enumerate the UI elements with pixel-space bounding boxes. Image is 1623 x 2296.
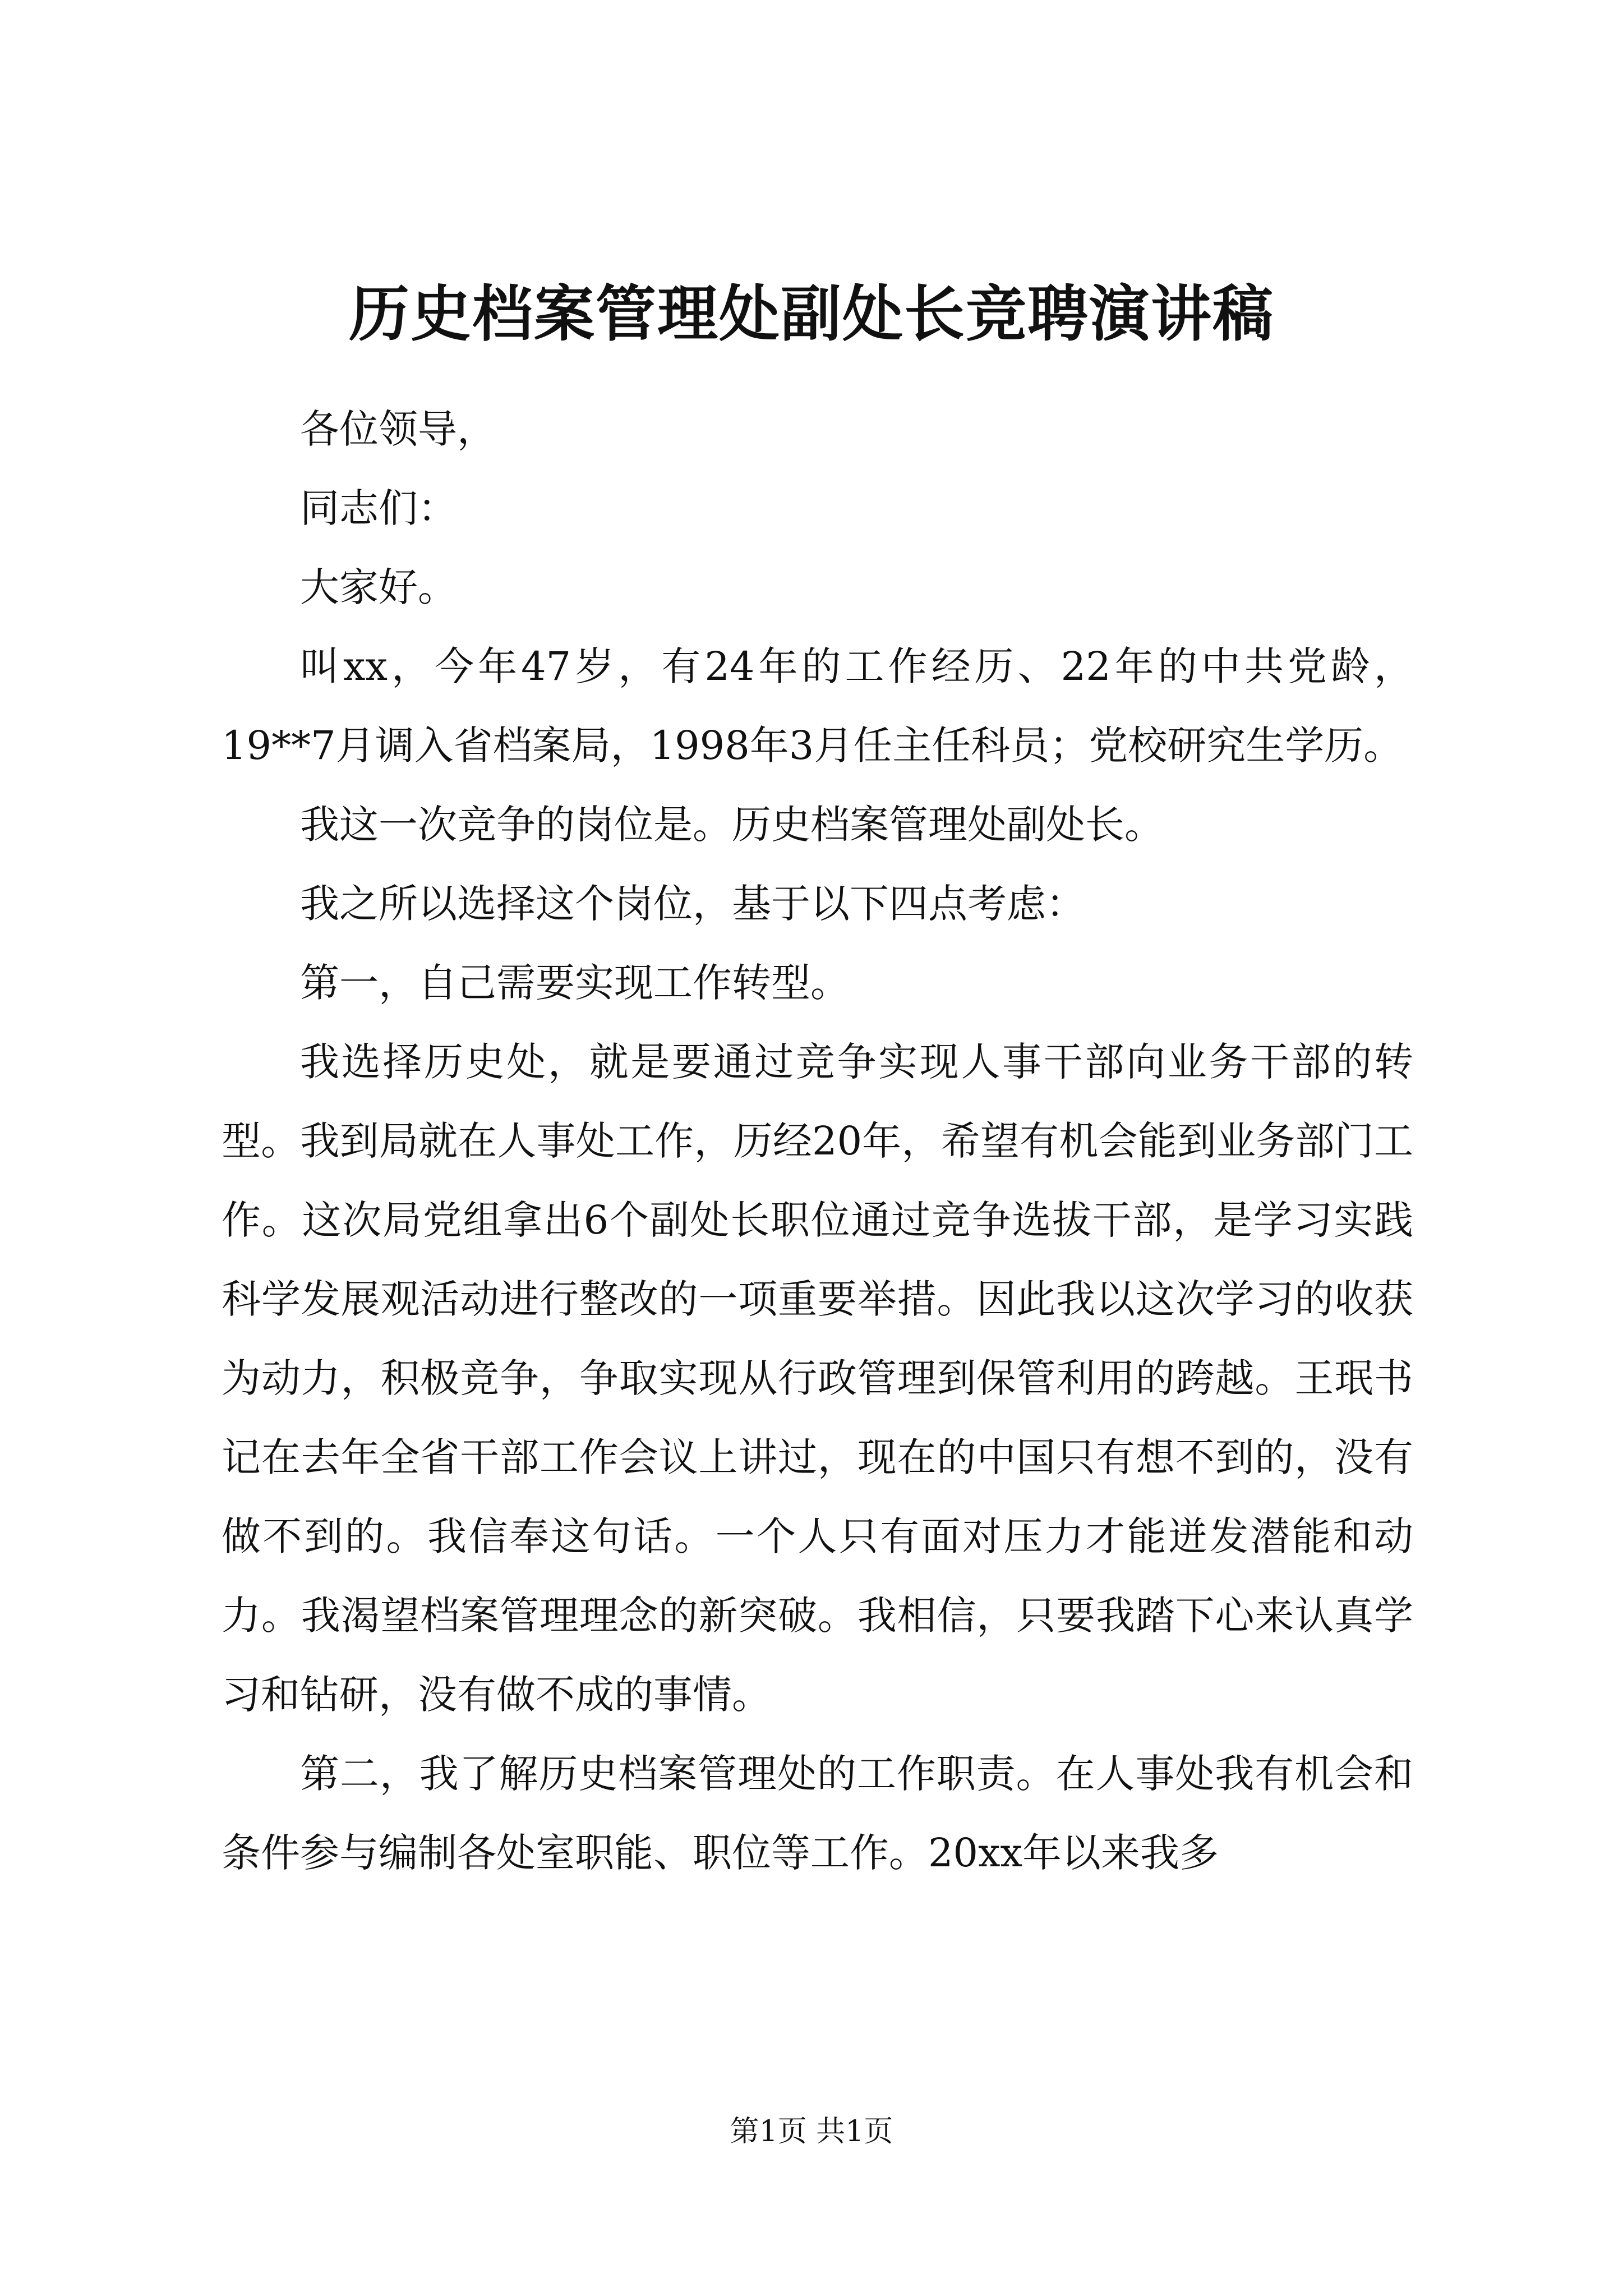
page-footer: 第1页 共1页 [730, 2115, 893, 2148]
paragraph-reason-two: 第二，我了解历史档案管理处的工作职责。在人事处我有机会和条件参与编制各处室职能、职位等工作。20xx年以来我多 [222, 1751, 1413, 1876]
paragraph-salutation-leaders: 各位领导， [300, 406, 496, 452]
paragraph-target-position: 我这一次竞争的岗位是。历史档案管理处副处长。 [300, 802, 1164, 848]
document-title: 历史档案管理处副处长竞聘演讲稿 [348, 279, 1274, 349]
paragraph-greeting: 大家好。 [300, 564, 457, 610]
paragraph-reasons-intro: 我之所以选择这个岗位，基于以下四点考虑： [300, 881, 1085, 927]
paragraph-salutation-comrades: 同志们： [300, 485, 457, 531]
paragraph-reason-one-detail: 我选择历史处，就是要通过竞争实现人事干部向业务干部的转型。我到局就在人事处工作，历经20年，希望有机会能到业务部门工作。这次局党组拿出6个副处长职位通过竞争选拔干部，是学习实践科学发展观活动进行整改的一项重要举措。因此我以这次学习的收获为动力，积极竞争，争取实现从行政管理到保管利用的跨越。王珉书记在去年全省干部工作会议上讲过，现在的中国只有想不到的，没有做不到的。我信奉这句话。一个人只有面对压力才能迸发潜能和动力。我渴望档案管理理念的新突破。我相信，只要我踏下心来认真学习和钻研，没有做不成的事情。 [222, 1039, 1413, 1718]
document-body [222, 390, 1413, 1893]
paragraph-self-introduction: 叫xx，今年47岁，有24年的工作经历、22年的中共党龄，19**7月调入省档案局，1998年3月任主任科员；党校研究生学历。 [222, 643, 1413, 769]
paragraph-reason-one-heading: 第一，自己需要实现工作转型。 [300, 960, 850, 1006]
